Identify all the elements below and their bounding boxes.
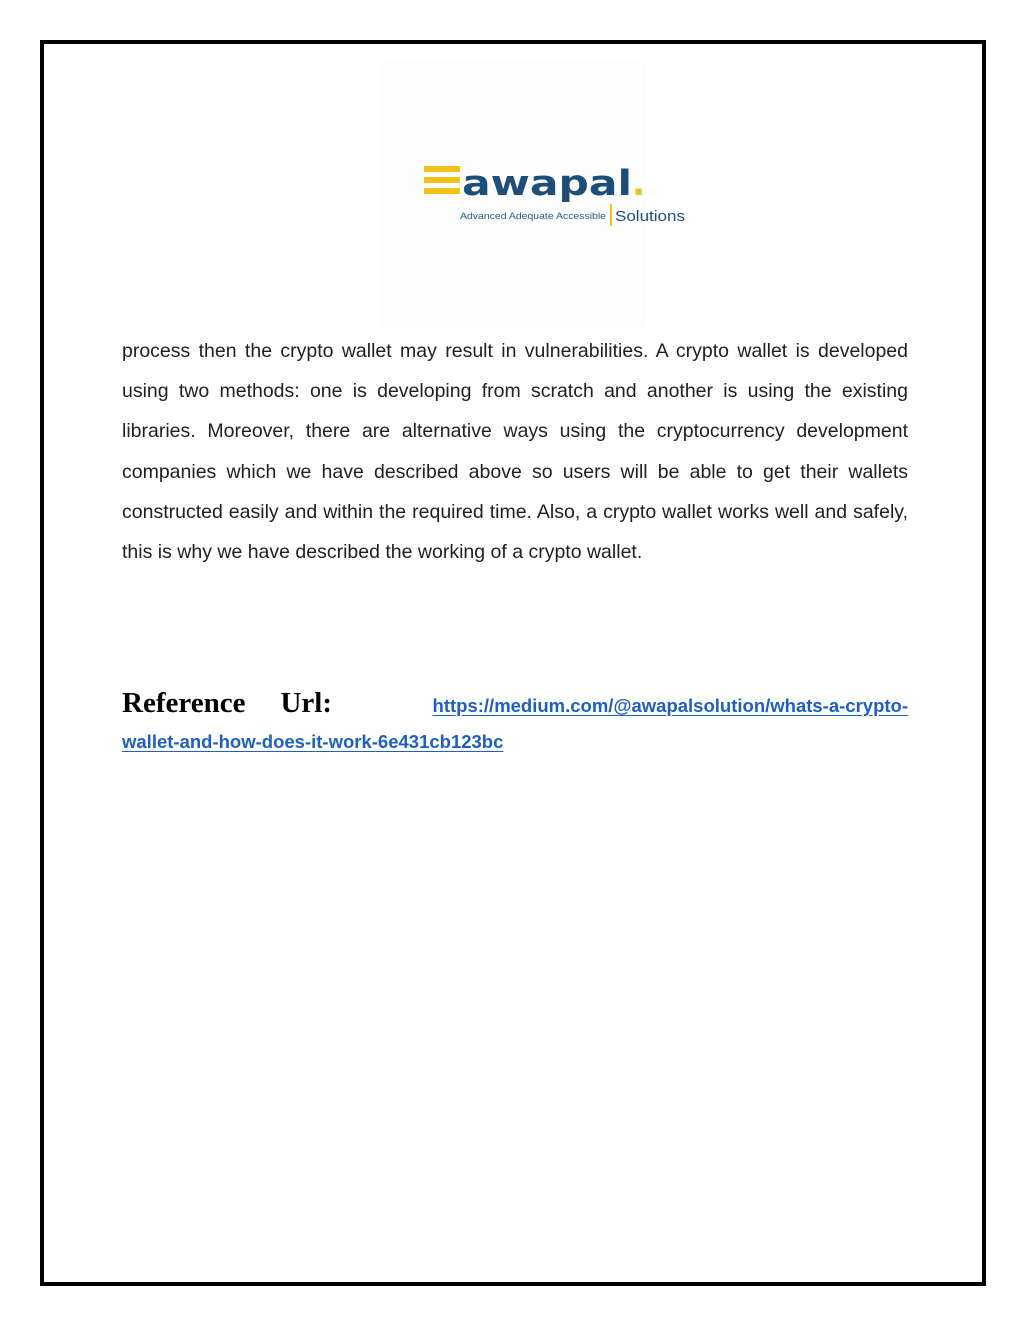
logo-wordmark: awapal: [462, 164, 632, 204]
reference-label-word: Reference: [122, 687, 246, 719]
awapal-logo-image: [382, 64, 685, 326]
body-paragraph: process then the crypto wallet may result in vulnerabilities. A crypto wallet is developed using two methods: one is developing from scratch and another is using the existing libraries. Moreover, there are alternative ways using the cryptocurrency development companies which we have described above so users will be able to get their wallets constructed easily and within the required time. Also, a crypto wallet works well and safely, this is why we have described the working of a crypto wallet.: [122, 340, 908, 564]
logo-stripe-2: [424, 177, 460, 183]
url-label-word: Url:: [280, 687, 332, 719]
company-logo: [382, 64, 685, 326]
logo-tagline: Advanced Adequate Accessible: [460, 211, 606, 222]
reference-line-2: [122, 731, 908, 771]
reference-url-link-part2[interactable]: wallet-and-how-does-it-work-6e431cb123bc: [122, 731, 504, 752]
reference-label: [122, 687, 332, 720]
logo-solutions: Solutions: [615, 208, 685, 225]
logo-divider: [610, 204, 612, 226]
reference-line-1: [122, 687, 908, 731]
document-page: [40, 40, 986, 1286]
logo-dot: .: [632, 164, 646, 204]
logo-stripe-3: [424, 188, 460, 194]
logo-stripe-1: [424, 166, 460, 172]
reference-section: [122, 687, 908, 771]
reference-url-link-part1[interactable]: https://medium.com/@awapalsolution/whats-a-crypto-: [432, 695, 908, 716]
